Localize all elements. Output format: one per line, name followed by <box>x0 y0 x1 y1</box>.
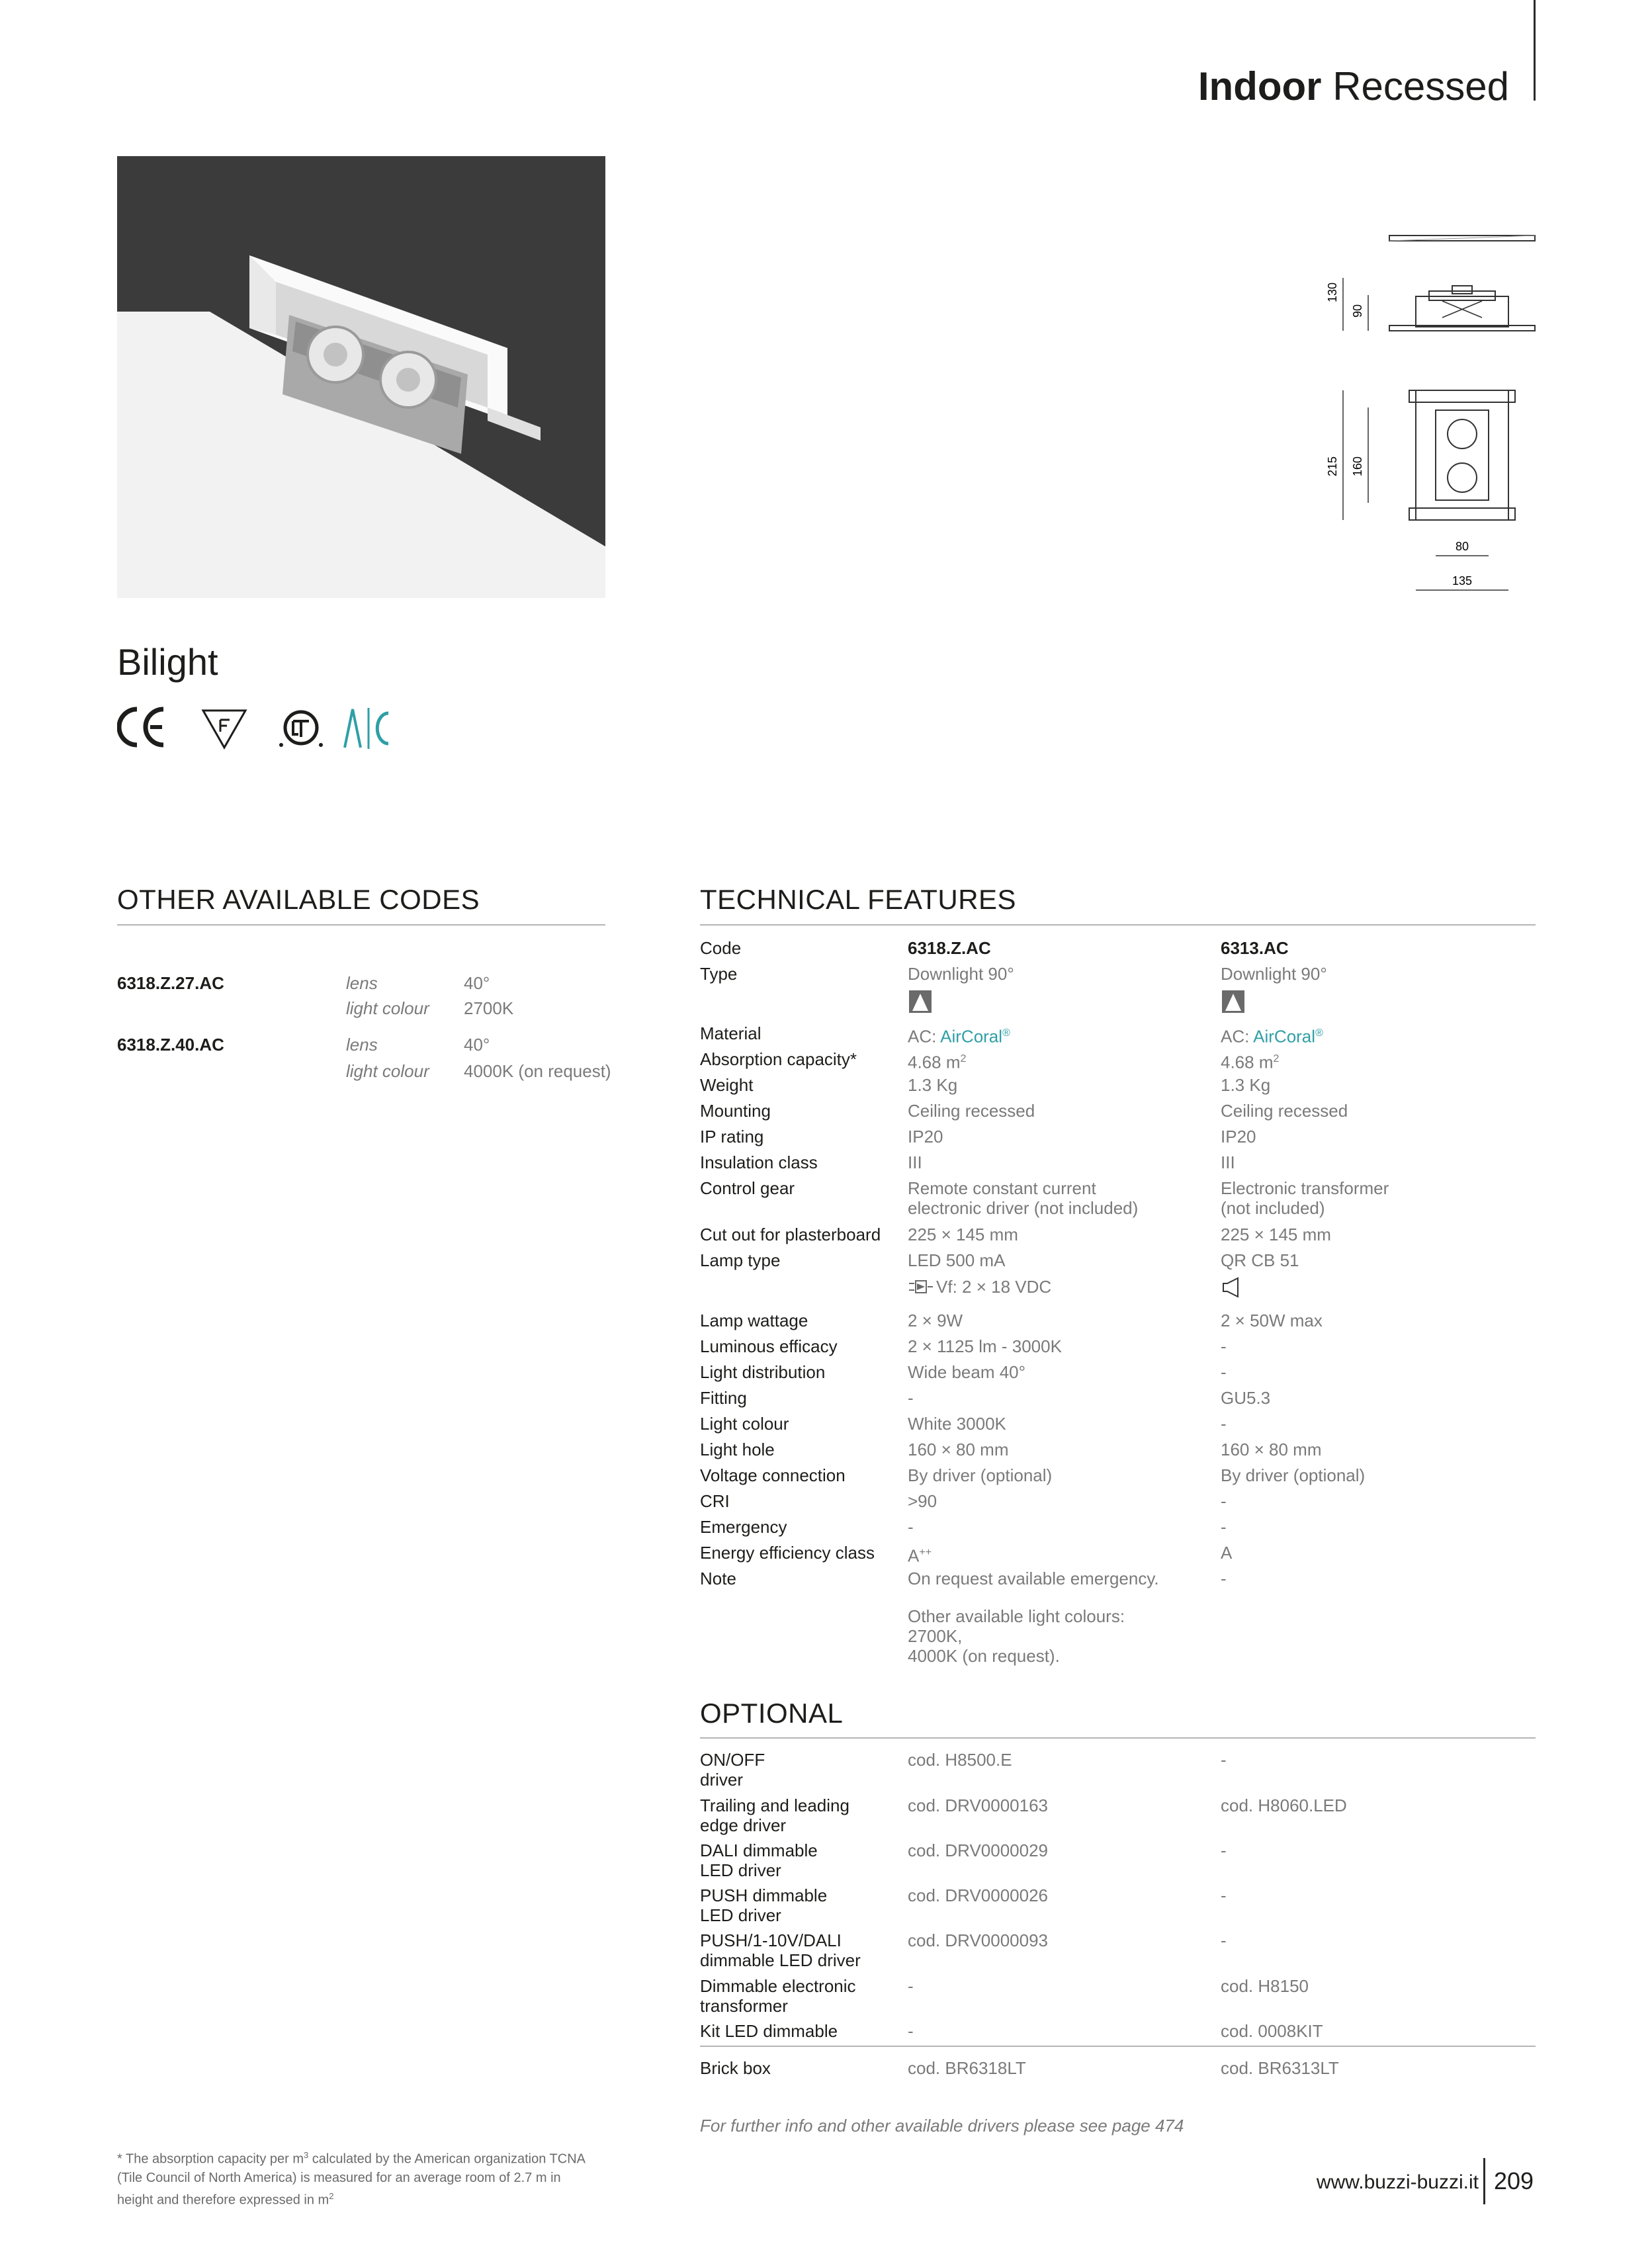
dim-top-90: 90 <box>1351 304 1364 318</box>
absorption-b-sup: 2 <box>1273 1053 1280 1064</box>
aircoral-icon <box>345 708 388 749</box>
footer-footnote <box>117 2146 593 2209</box>
tech-value-b: GU5.3 <box>1221 1388 1271 1408</box>
tech-value-a: 160 × 80 mm <box>908 1440 1009 1459</box>
tech-label: Lamp wattage <box>700 1311 808 1330</box>
tech-value-b: - <box>1221 1362 1227 1382</box>
dim-top-130: 130 <box>1326 282 1339 303</box>
tech-value-b: - <box>1221 1414 1227 1434</box>
optional-row <box>700 1840 1536 1882</box>
code-a: 6318.Z.AC <box>908 938 991 958</box>
tech-label: Light distribution <box>700 1362 826 1382</box>
optional-value-a: cod. DRV0000029 <box>908 1840 1049 1860</box>
optional-label-1: Kit LED dimmable <box>700 2021 838 2041</box>
control-b2: (not included) <box>1221 1198 1325 1218</box>
tech-value-b: 2 × 50W max <box>1221 1311 1323 1330</box>
led-icon <box>908 1277 934 1297</box>
tech-value-b: 1.3 Kg <box>1221 1075 1271 1095</box>
optional-value-b: - <box>1221 1930 1227 1950</box>
cutout-b: 225 × 145 mm <box>1221 1225 1331 1244</box>
certification-icons <box>117 701 402 754</box>
other-codes-title: OTHER AVAILABLE CODES <box>117 884 480 915</box>
section-rest: Recessed <box>1332 64 1509 108</box>
tech-value-a: 2 × 9W <box>908 1311 963 1330</box>
tech-value-a: IP20 <box>908 1127 943 1147</box>
lamp-label: Lamp type <box>700 1250 781 1270</box>
footnote-3sup: 2 <box>329 2190 334 2201</box>
material-b <box>1221 1023 1323 1047</box>
optional-label-2: LED driver <box>700 1905 781 1925</box>
optional-rule <box>700 1737 1536 1739</box>
optional-label-2: LED driver <box>700 1860 781 1880</box>
note-label: Note <box>700 1569 736 1588</box>
tech-value-a: White 3000K <box>908 1414 1006 1434</box>
energy-label: Energy efficiency class <box>700 1543 875 1563</box>
optional-label-1: Dimmable electronic <box>700 1976 856 1996</box>
optional-label-1: PUSH dimmable <box>700 1885 828 1905</box>
other-code-2-k1: lens <box>346 1035 378 1055</box>
material-reg: ® <box>1315 1027 1323 1039</box>
tech-rule <box>700 924 1536 926</box>
optional-value-b: - <box>1221 1885 1227 1905</box>
tech-label: Fitting <box>700 1388 747 1408</box>
code-label: Code <box>700 938 742 958</box>
tech-value-b: III <box>1221 1152 1235 1172</box>
tech-value-a: 1.3 Kg <box>908 1075 958 1095</box>
brick-rule <box>700 2046 1536 2047</box>
technical-drawing <box>1317 225 1548 602</box>
other-code-1-v2: 2700K <box>464 998 514 1018</box>
brick-label: Brick box <box>700 2058 771 2078</box>
tech-label: Emergency <box>700 1517 787 1537</box>
lamp-b: QR CB 51 <box>1221 1250 1299 1270</box>
material-brand: AirCoral <box>940 1026 1003 1047</box>
tech-title: TECHNICAL FEATURES <box>700 884 1017 915</box>
tech-value-a: 2 × 1125 lm - 3000K <box>908 1336 1062 1356</box>
downlight-icon <box>1221 990 1245 1014</box>
material-prefix: AC: <box>908 1026 941 1047</box>
f-mark-icon <box>203 711 245 748</box>
control-b1: Electronic transformer <box>1221 1178 1389 1198</box>
tech-value-b: - <box>1221 1517 1227 1537</box>
note-extra-1: Other available light colours: <box>908 1606 1125 1626</box>
brick-b: cod. BR6313LT <box>1221 2058 1339 2078</box>
tech-value-a: Wide beam 40° <box>908 1362 1026 1382</box>
optional-label-1: Trailing and leading <box>700 1796 849 1815</box>
control-label: Control gear <box>700 1178 795 1198</box>
other-code-1-k1: lens <box>346 973 378 993</box>
header-rule <box>1534 0 1536 101</box>
optional-label-1: PUSH/1-10V/DALI <box>700 1930 842 1950</box>
optional-value-a: - <box>908 1976 914 1996</box>
footnote-line-2: (Tile Council of North America) is measured for an average room of 2.7 m in <box>117 2170 561 2185</box>
tech-value-b: 160 × 80 mm <box>1221 1440 1322 1459</box>
note-a: On request available emergency. <box>908 1569 1159 1588</box>
footnote-1a: * The absorption capacity per m <box>117 2151 304 2167</box>
absorption-a-value: 4.68 m <box>908 1052 961 1072</box>
tech-value-a: - <box>908 1388 914 1408</box>
downlight-icon <box>908 990 932 1014</box>
absorption-a <box>908 1049 966 1072</box>
absorption-b-value: 4.68 m <box>1221 1052 1274 1072</box>
tech-value-a: By driver (optional) <box>908 1465 1053 1485</box>
optional-label-1: ON/OFF <box>700 1750 765 1770</box>
optional-label-2: driver <box>700 1770 744 1790</box>
page-rule <box>1483 2158 1485 2204</box>
tech-label: Insulation class <box>700 1152 818 1172</box>
brick-a: cod. BR6318LT <box>908 2058 1026 2078</box>
type-a: Downlight 90° <box>908 964 1014 984</box>
lamp-a: LED 500 mA <box>908 1250 1006 1270</box>
lamp-vf: Vf: 2 × 18 VDC <box>936 1277 1052 1297</box>
other-code-2: 6318.Z.40.AC <box>117 1035 224 1055</box>
page-section-title <box>1198 64 1509 109</box>
tech-label: Voltage connection <box>700 1465 846 1485</box>
optional-value-a: - <box>908 2021 914 2041</box>
other-code-1: 6318.Z.27.AC <box>117 973 224 993</box>
tech-value-b: - <box>1221 1491 1227 1511</box>
energy-a-value: A <box>908 1545 920 1566</box>
type-label: Type <box>700 964 738 984</box>
optional-label-2: edge driver <box>700 1815 787 1835</box>
footnote-3a: height and therefore expressed in m <box>117 2192 329 2208</box>
tech-value-a: III <box>908 1152 922 1172</box>
optional-value-b: cod. H8150 <box>1221 1976 1309 1996</box>
optional-row <box>700 1796 1536 1837</box>
dim-front-215: 215 <box>1326 456 1339 477</box>
optional-value-a: cod. DRV0000163 <box>908 1796 1049 1815</box>
footnote-1sup: 3 <box>304 2150 309 2160</box>
optional-value-b: cod. 0008KIT <box>1221 2021 1323 2041</box>
optional-row <box>700 1750 1536 1791</box>
footnote-line-1 <box>117 2146 593 2169</box>
absorption-a-sup: 2 <box>960 1053 967 1064</box>
other-code-2-v1: 40° <box>464 1035 490 1055</box>
tech-label: Light hole <box>700 1440 775 1459</box>
material-reg: ® <box>1002 1027 1010 1039</box>
optional-value-a: cod. H8500.E <box>908 1750 1012 1770</box>
other-code-2-v2: 4000K (on request) <box>464 1061 611 1081</box>
cutout-label: Cut out for plasterboard <box>700 1225 881 1244</box>
dim-front-160: 160 <box>1351 456 1364 477</box>
optional-row <box>700 1885 1536 1926</box>
material-a <box>908 1023 1010 1047</box>
dim-front-135: 135 <box>1452 574 1473 587</box>
note-b: - <box>1221 1569 1227 1588</box>
website-link[interactable]: www.buzzi-buzzi.it <box>1316 2171 1479 2193</box>
cutout-a: 225 × 145 mm <box>908 1225 1018 1244</box>
other-code-2-k2: light colour <box>346 1061 429 1081</box>
tech-label: Luminous efficacy <box>700 1336 838 1356</box>
material-brand: AirCoral <box>1253 1026 1316 1047</box>
energy-a-sup: ++ <box>919 1547 932 1558</box>
material-prefix: AC: <box>1221 1026 1254 1047</box>
tech-label: Light colour <box>700 1414 789 1434</box>
absorption-b <box>1221 1049 1279 1072</box>
optional-label-2: dimmable LED driver <box>700 1950 861 1970</box>
code-b: 6313.AC <box>1221 938 1289 958</box>
other-codes-rule <box>117 924 605 926</box>
other-code-1-v1: 40° <box>464 973 490 993</box>
tech-value-b: By driver (optional) <box>1221 1465 1366 1485</box>
halogen-lamp-icon <box>1221 1276 1242 1299</box>
note-extra-2: 2700K, <box>908 1626 963 1646</box>
optional-label-1: DALI dimmable <box>700 1840 818 1860</box>
type-b: Downlight 90° <box>1221 964 1327 984</box>
ce-icon <box>119 709 163 745</box>
energy-a <box>908 1543 932 1566</box>
optional-value-b: - <box>1221 1840 1227 1860</box>
control-a1: Remote constant current <box>908 1178 1096 1198</box>
optional-title: OPTIONAL <box>700 1698 844 1729</box>
tech-value-a: - <box>908 1517 914 1537</box>
optional-row <box>700 1976 1536 2017</box>
tech-value-a: >90 <box>908 1491 937 1511</box>
tech-value-b: Ceiling recessed <box>1221 1101 1348 1121</box>
tech-label: Mounting <box>700 1101 771 1121</box>
tech-label: IP rating <box>700 1127 764 1147</box>
material-label: Material <box>700 1023 761 1043</box>
optional-value-a: cod. DRV0000026 <box>908 1885 1049 1905</box>
optional-value-a: cod. DRV0000093 <box>908 1930 1049 1950</box>
etl-icon <box>279 712 323 747</box>
tech-value-b: - <box>1221 1336 1227 1356</box>
note-extra-3: 4000K (on request). <box>908 1646 1060 1666</box>
optional-value-b: - <box>1221 1750 1227 1770</box>
tech-value-a: Ceiling recessed <box>908 1101 1035 1121</box>
tech-value-b: IP20 <box>1221 1127 1256 1147</box>
optional-row <box>700 1930 1536 1971</box>
dim-front-80: 80 <box>1455 540 1469 553</box>
page-number: 209 <box>1494 2167 1534 2194</box>
optional-label-2: transformer <box>700 1996 788 2016</box>
tech-label: CRI <box>700 1491 730 1511</box>
tech-label: Weight <box>700 1075 754 1095</box>
footnote-1b: calculated by the American organization TCNA <box>308 2151 586 2167</box>
footer-info: For further info and other available drivers please see page 474 <box>700 2116 1184 2136</box>
other-code-1-k2: light colour <box>346 998 429 1018</box>
product-name: Bilight <box>117 641 218 683</box>
product-photo <box>117 156 605 598</box>
energy-b: A <box>1221 1543 1233 1563</box>
footnote-line-3 <box>117 2187 593 2210</box>
control-a2: electronic driver (not included) <box>908 1198 1139 1218</box>
absorption-label: Absorption capacity* <box>700 1049 857 1069</box>
section-bold: Indoor <box>1197 64 1322 108</box>
optional-value-b: cod. H8060.LED <box>1221 1796 1347 1815</box>
tech-row-control <box>700 1178 1536 1219</box>
